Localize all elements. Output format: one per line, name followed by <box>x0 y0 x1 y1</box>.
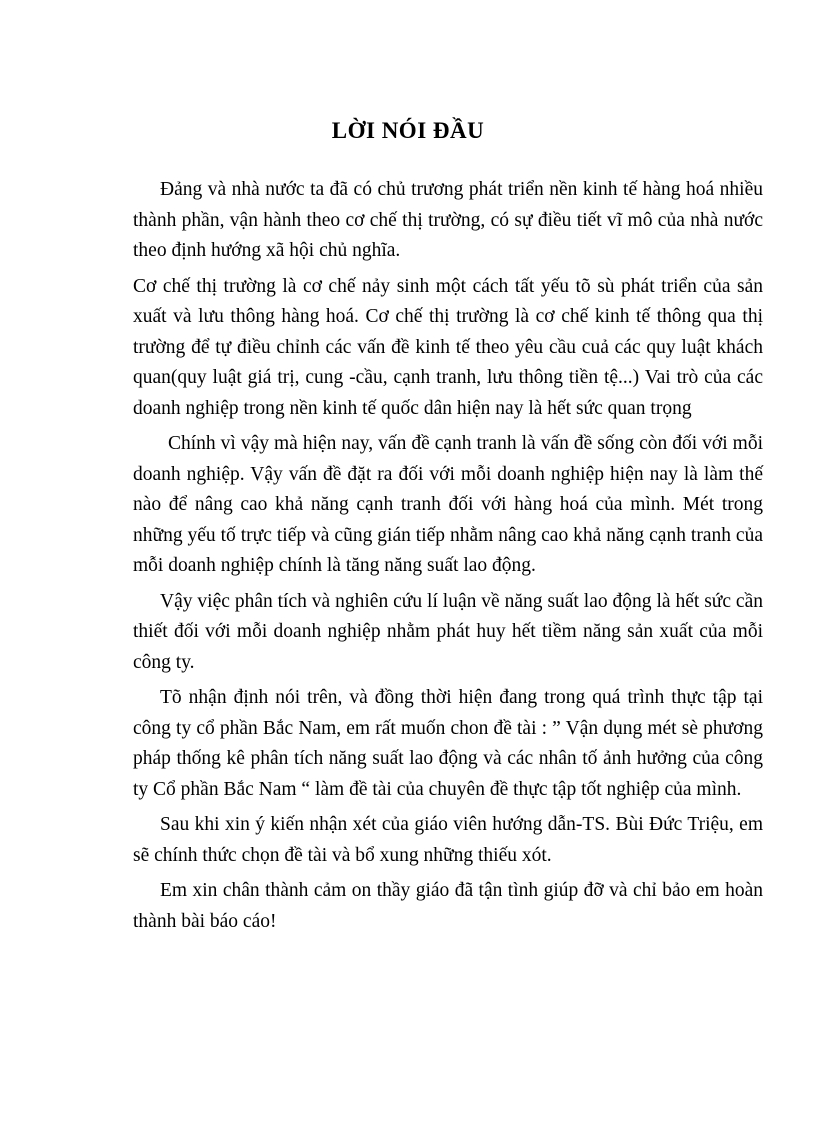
paragraph-4: Vậy việc phân tích và nghiên cứu lí luận về năng suất lao động là hết sức cần thiết đối với mỗi doanh nghiệp nhằm phát huy hết tiềm năng sản xuất của mỗi công ty. <box>133 590 763 673</box>
page-title: LỜI NÓI ĐẦU <box>331 118 485 144</box>
paragraph-7: Em xin chân thành cảm on thầy giáo đã tận tình giúp đỡ và chỉ bảo em hoàn thành bài báo cáo! <box>133 880 763 932</box>
document-body <box>133 175 763 942</box>
paragraph-5: Tõ nhận định nói trên, và đồng thời hiện đang trong quá trình thực tập tại công ty cổ phần Bắc Nam, em rất muốn chon đề tài : ” Vận dụng mét sè phương pháp thống kê phân tích năng suất lao động và các nhân tố ảnh hưởng của công ty Cổ phần Bắc Nam “ làm đề tài của chuyên đề thực tập tốt nghiệp của mình. <box>133 687 763 800</box>
paragraph-6: Sau khi xin ý kiến nhận xét của giáo viên hướng dẫn-TS. Bùi Đức Triệu, em sẽ chính thức chọn đề tài và bổ xung những thiếu xót. <box>133 814 763 866</box>
paragraph-2: Cơ chế thị trường là cơ chế nảy sinh một cách tất yếu tõ sù phát triển của sản xuất và lưu thông hàng hoá. Cơ chế thị trường là cơ chế kinh tế thông qua thị trường để tự điều chỉnh các vấn đề kinh tế theo yêu cầu cuả các quy luật khách quan(quy luật giá trị, cung -cầu, cạnh tranh, lưu thông tiền tệ...) Vai trò của các doanh nghiệp trong nền kinh tế quốc dân hiện nay là hết sức quan trọng <box>133 275 763 419</box>
paragraph-1: Đảng và nhà nước ta đã có chủ trương phát triển nền kinh tế hàng hoá nhiều thành phần, vận hành theo cơ chế thị trường, có sự điều tiết vĩ mô của nhà nước theo định hướng xã hội chủ nghĩa. <box>133 179 763 261</box>
paragraph-3: Chính vì vậy mà hiện nay, vấn đề cạnh tranh là vấn đề sống còn đối với mỗi doanh nghiệp. Vậy vấn đề đặt ra đối với mỗi doanh nghiệp hiện nay là làm thế nào để nâng cao khả năng cạnh tranh đối với hàng hoá của mình. Mét trong những yếu tố trực tiếp và cũng gián tiếp nhằm nâng cao khả năng cạnh tranh của mỗi doanh nghiệp chính là tăng năng suất lao động. <box>133 433 763 576</box>
